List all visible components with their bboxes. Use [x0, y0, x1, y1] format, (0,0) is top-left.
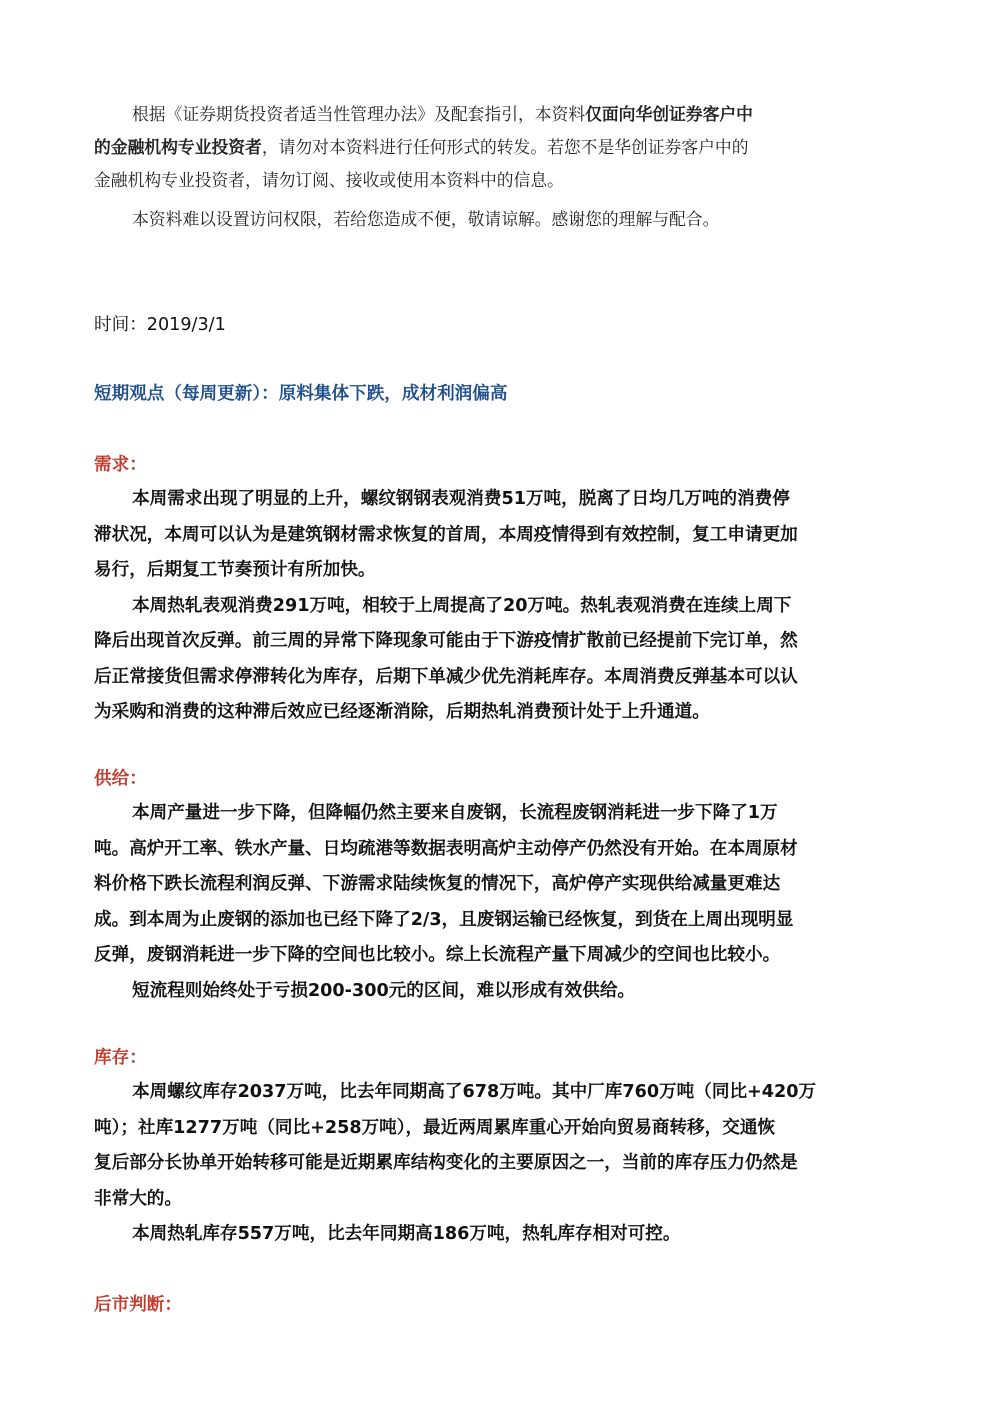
inventory-line: 本周螺纹库存2037万吨，比去年同期高了678万吨。其中厂库760万吨（同比+420万	[132, 1082, 817, 1102]
inventory-heading: 库存：	[94, 1048, 147, 1068]
notice-line: 的金融机构专业投资者，请勿对本资料进行任何形式的转发。若您不是华创证券客户中的	[94, 137, 749, 157]
supply-line: 料价格下跌长流程利润反弹、下游需求陆续恢复的情况下，高炉停产实现供给减量更难达	[94, 874, 781, 894]
inventory-line: 本周热轧库存557万吨，比去年同期高186万吨，热轧库存相对可控。	[132, 1224, 681, 1244]
demand-body	[94, 482, 902, 731]
notice-line: 金融机构专业投资者，请勿订阅、接收或使用本资料中的信息。	[94, 170, 564, 190]
supply-body	[94, 796, 902, 1009]
supply-heading: 供给：	[94, 769, 147, 789]
supply-line: 反弹，废钢消耗进一步下降的空间也比较小。综上长流程产量下周减少的空间也比较小。	[94, 945, 781, 965]
inventory-line: 复后部分长协单开始转移可能是近期累库结构变化的主要原因之一，当前的库存压力仍然是	[94, 1153, 798, 1173]
supply-line: 成。到本周为止废钢的添加也已经下降了2/3，且废钢运输已经恢复，到货在上周出现明显	[94, 909, 794, 930]
demand-line: 滞状况，本周可以认为是建筑钢材需求恢复的首周，本周疫情得到有效控制，复工申请更加	[94, 524, 798, 545]
supply-line: 短流程则始终处于亏损200-300元的区间，难以形成有效供给。	[132, 980, 636, 1001]
notice-paragraph-1	[94, 98, 902, 197]
demand-line: 为采购和消费的这种滞后效应已经逐渐消除，后期热轧消费预计处于上升通道。	[94, 702, 710, 722]
inventory-line: 非常大的。	[94, 1188, 182, 1209]
outlook-heading: 后市判断：	[94, 1295, 182, 1315]
supply-line: 吨。高炉开工率、铁水产量、日均疏港等数据表明高炉主动停产仍然没有开始。在本周原材	[94, 838, 798, 859]
notice-paragraph-2	[94, 203, 902, 236]
short-view-title: 短期观点（每周更新）：原料集体下跌，成材利润偏高	[94, 384, 508, 404]
demand-line: 降后出现首次反弹。前三周的异常下降现象可能由于下游疫情扩散前已经提前下完订单，然	[94, 631, 798, 651]
inventory-body	[94, 1075, 902, 1253]
notice-line: 本资料难以设置访问权限，若给您造成不便，敬请谅解。感谢您的理解与配合。	[132, 209, 720, 229]
demand-heading: 需求：	[94, 455, 147, 475]
demand-line: 本周需求出现了明显的上升，螺纹钢钢表观消费51万吨，脱离了日均几万吨的消费停	[132, 489, 790, 509]
demand-line: 本周热轧表观消费291万吨，相较于上周提高了20万吨。热轧表观消费在连续上周下	[132, 595, 792, 616]
inventory-line: 吨）；社库1277万吨（同比+258万吨），最近两周累库重心开始向贸易商转移，交通恢	[94, 1117, 776, 1138]
demand-line: 后正常接货但需求停滞转化为库存，后期下单减少优先消耗库存。本周消费反弹基本可以认	[94, 666, 798, 687]
notice-line: 根据《证券期货投资者适当性管理办法》及配套指引，本资料仅面向华创证券客户中	[132, 104, 753, 124]
supply-line: 本周产量进一步下降，但降幅仍然主要来自废钢，长流程废钢消耗进一步下降了1万	[132, 803, 778, 823]
demand-line: 易行，后期复工节奏预计有所加快。	[94, 560, 376, 580]
date-line: 时间：2019/3/1	[94, 315, 226, 335]
